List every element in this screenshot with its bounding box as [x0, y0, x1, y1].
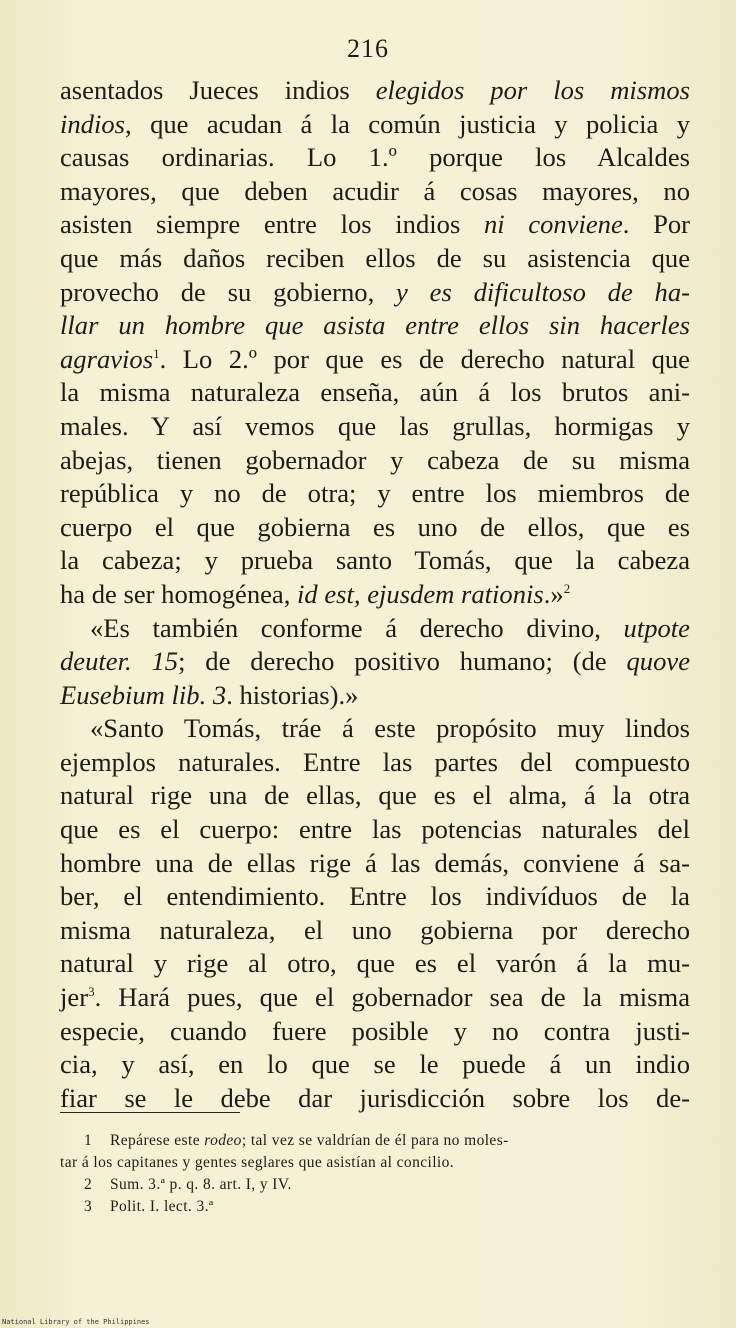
text-line — [60, 343, 690, 377]
text-line: mayores, que deben acudir á cosas mayores, no — [60, 175, 690, 206]
text-line: fiar se le debe dar jurisdicción sobre los de- — [60, 1082, 690, 1113]
text-line: cia, y así, en lo que se le puede á un indio — [60, 1049, 690, 1080]
text-line: cuerpo el que gobierna es uno de ellos, que es — [60, 511, 690, 542]
text-line — [60, 645, 690, 679]
italic-run: agravios — [60, 343, 154, 374]
footnotes — [60, 1130, 690, 1218]
text-run: ha de ser homogénea, — [60, 578, 298, 609]
footnote-ref: 2 — [563, 581, 571, 597]
text-line: males. Y así vemos que las grullas, hormigas y — [60, 410, 690, 441]
text-line: abejas, tienen gobernador y cabeza de su misma — [60, 444, 690, 475]
text-run: asisten siempre entre los indios — [60, 209, 484, 240]
text-line: república y no de otra; y entre los miembros de — [60, 478, 690, 509]
footnote-divider — [60, 1112, 240, 1113]
text-line — [60, 309, 690, 343]
text-line: la cabeza; y prueba santo Tomás, que la cabeza — [60, 545, 690, 576]
footnote-text: ; tal vez se valdrían de él para no moles- — [241, 1132, 509, 1149]
italic-run: elegidos por los mismos — [375, 75, 690, 105]
text-run: asentados Jueces indios — [60, 75, 376, 105]
text-run: . Por — [622, 209, 691, 240]
text-line: ejemplos naturales. Entre las partes del compuesto — [60, 746, 690, 777]
footnote-ref: 1 — [153, 345, 160, 361]
text-line — [60, 679, 690, 713]
italic-run: llar un hombre que asista entre ellos sin hacerles — [60, 310, 690, 341]
italic-run: indios — [60, 108, 126, 139]
italic-run: ni conviene — [483, 209, 623, 240]
footnote-text: Sum. 3.ª p. q. 8. art. I, y IV. — [110, 1176, 292, 1193]
footnote-text: Repárese este — [110, 1132, 205, 1149]
body-text — [60, 74, 690, 1115]
text-run: . historias).» — [226, 679, 359, 710]
italic-run: id est, ejusdem rationis — [297, 578, 544, 609]
italic-run: Eusebium lib. 3 — [60, 679, 227, 710]
text-line: especie, cuando fuere posible y no contra justi- — [60, 1015, 690, 1046]
footnote-text: Polit. I. lect. 3.ª — [110, 1198, 214, 1215]
text-run: . Hará pues, que el gobernador sea de la misma — [94, 982, 690, 1013]
text-line — [60, 208, 690, 242]
text-line: causas ordinarias. Lo 1.º porque los Alcaldes — [60, 142, 690, 173]
text-line: misma naturaleza, el uno gobierna por derecho — [60, 914, 690, 945]
text-line: «Santo Tomás, tráe á este propósito muy lindos — [90, 713, 690, 744]
text-run: ; de derecho positivo humano; (de — [178, 646, 627, 677]
footnote-number: 3 — [84, 1198, 93, 1215]
italic-run: deuter. 15 — [60, 646, 179, 677]
text-line — [60, 578, 690, 612]
footnote-1-continuation: tar á los capitanes y gentes seglares que asistían al concilio. — [60, 1154, 455, 1171]
footnote-number: 1 — [84, 1132, 93, 1149]
text-line — [60, 981, 690, 1015]
text-run: , que acudan á la común justicia y policia y — [125, 108, 690, 139]
footnote-number: 2 — [84, 1176, 93, 1193]
footnote-3 — [60, 1196, 690, 1218]
italic-run: y es dificultoso de ha- — [396, 276, 691, 307]
text-line — [60, 74, 690, 108]
library-credit: National Library of the Philippines — [2, 1318, 150, 1326]
italic-run: quove — [626, 646, 690, 677]
text-run: provecho de su gobierno, — [60, 276, 397, 307]
text-line: natural y rige al otro, que es el varón á la mu- — [60, 948, 690, 979]
text-run: .» — [543, 578, 564, 609]
text-line: que es el cuerpo: entre las potencias naturales del — [60, 814, 690, 845]
text-run: . Lo 2.º por que es de derecho natural que — [159, 343, 690, 374]
text-line: que más daños reciben ellos de su asistencia que — [60, 242, 690, 273]
footnote-2 — [60, 1174, 690, 1196]
text-line — [60, 276, 690, 310]
text-line — [60, 108, 690, 142]
italic-run: utpote — [623, 612, 690, 643]
page-number: 216 — [347, 34, 389, 63]
footnote-ref: 3 — [88, 984, 95, 1000]
text-line: ber, el entendimiento. Entre los indivíduos de la — [60, 881, 690, 912]
text-line: hombre una de ellas rige á las demás, conviene á sa- — [60, 847, 690, 878]
text-line: natural rige una de ellas, que es el alma, á la otra — [60, 780, 690, 811]
text-line — [60, 612, 690, 646]
text-line: la misma naturaleza enseña, aún á los brutos ani- — [60, 377, 690, 408]
footnote-1 — [60, 1130, 690, 1152]
text-run: «Es también conforme á derecho divino, — [90, 612, 624, 643]
text-run: jer — [60, 982, 89, 1013]
footnote-italic: rodeo — [204, 1132, 242, 1149]
